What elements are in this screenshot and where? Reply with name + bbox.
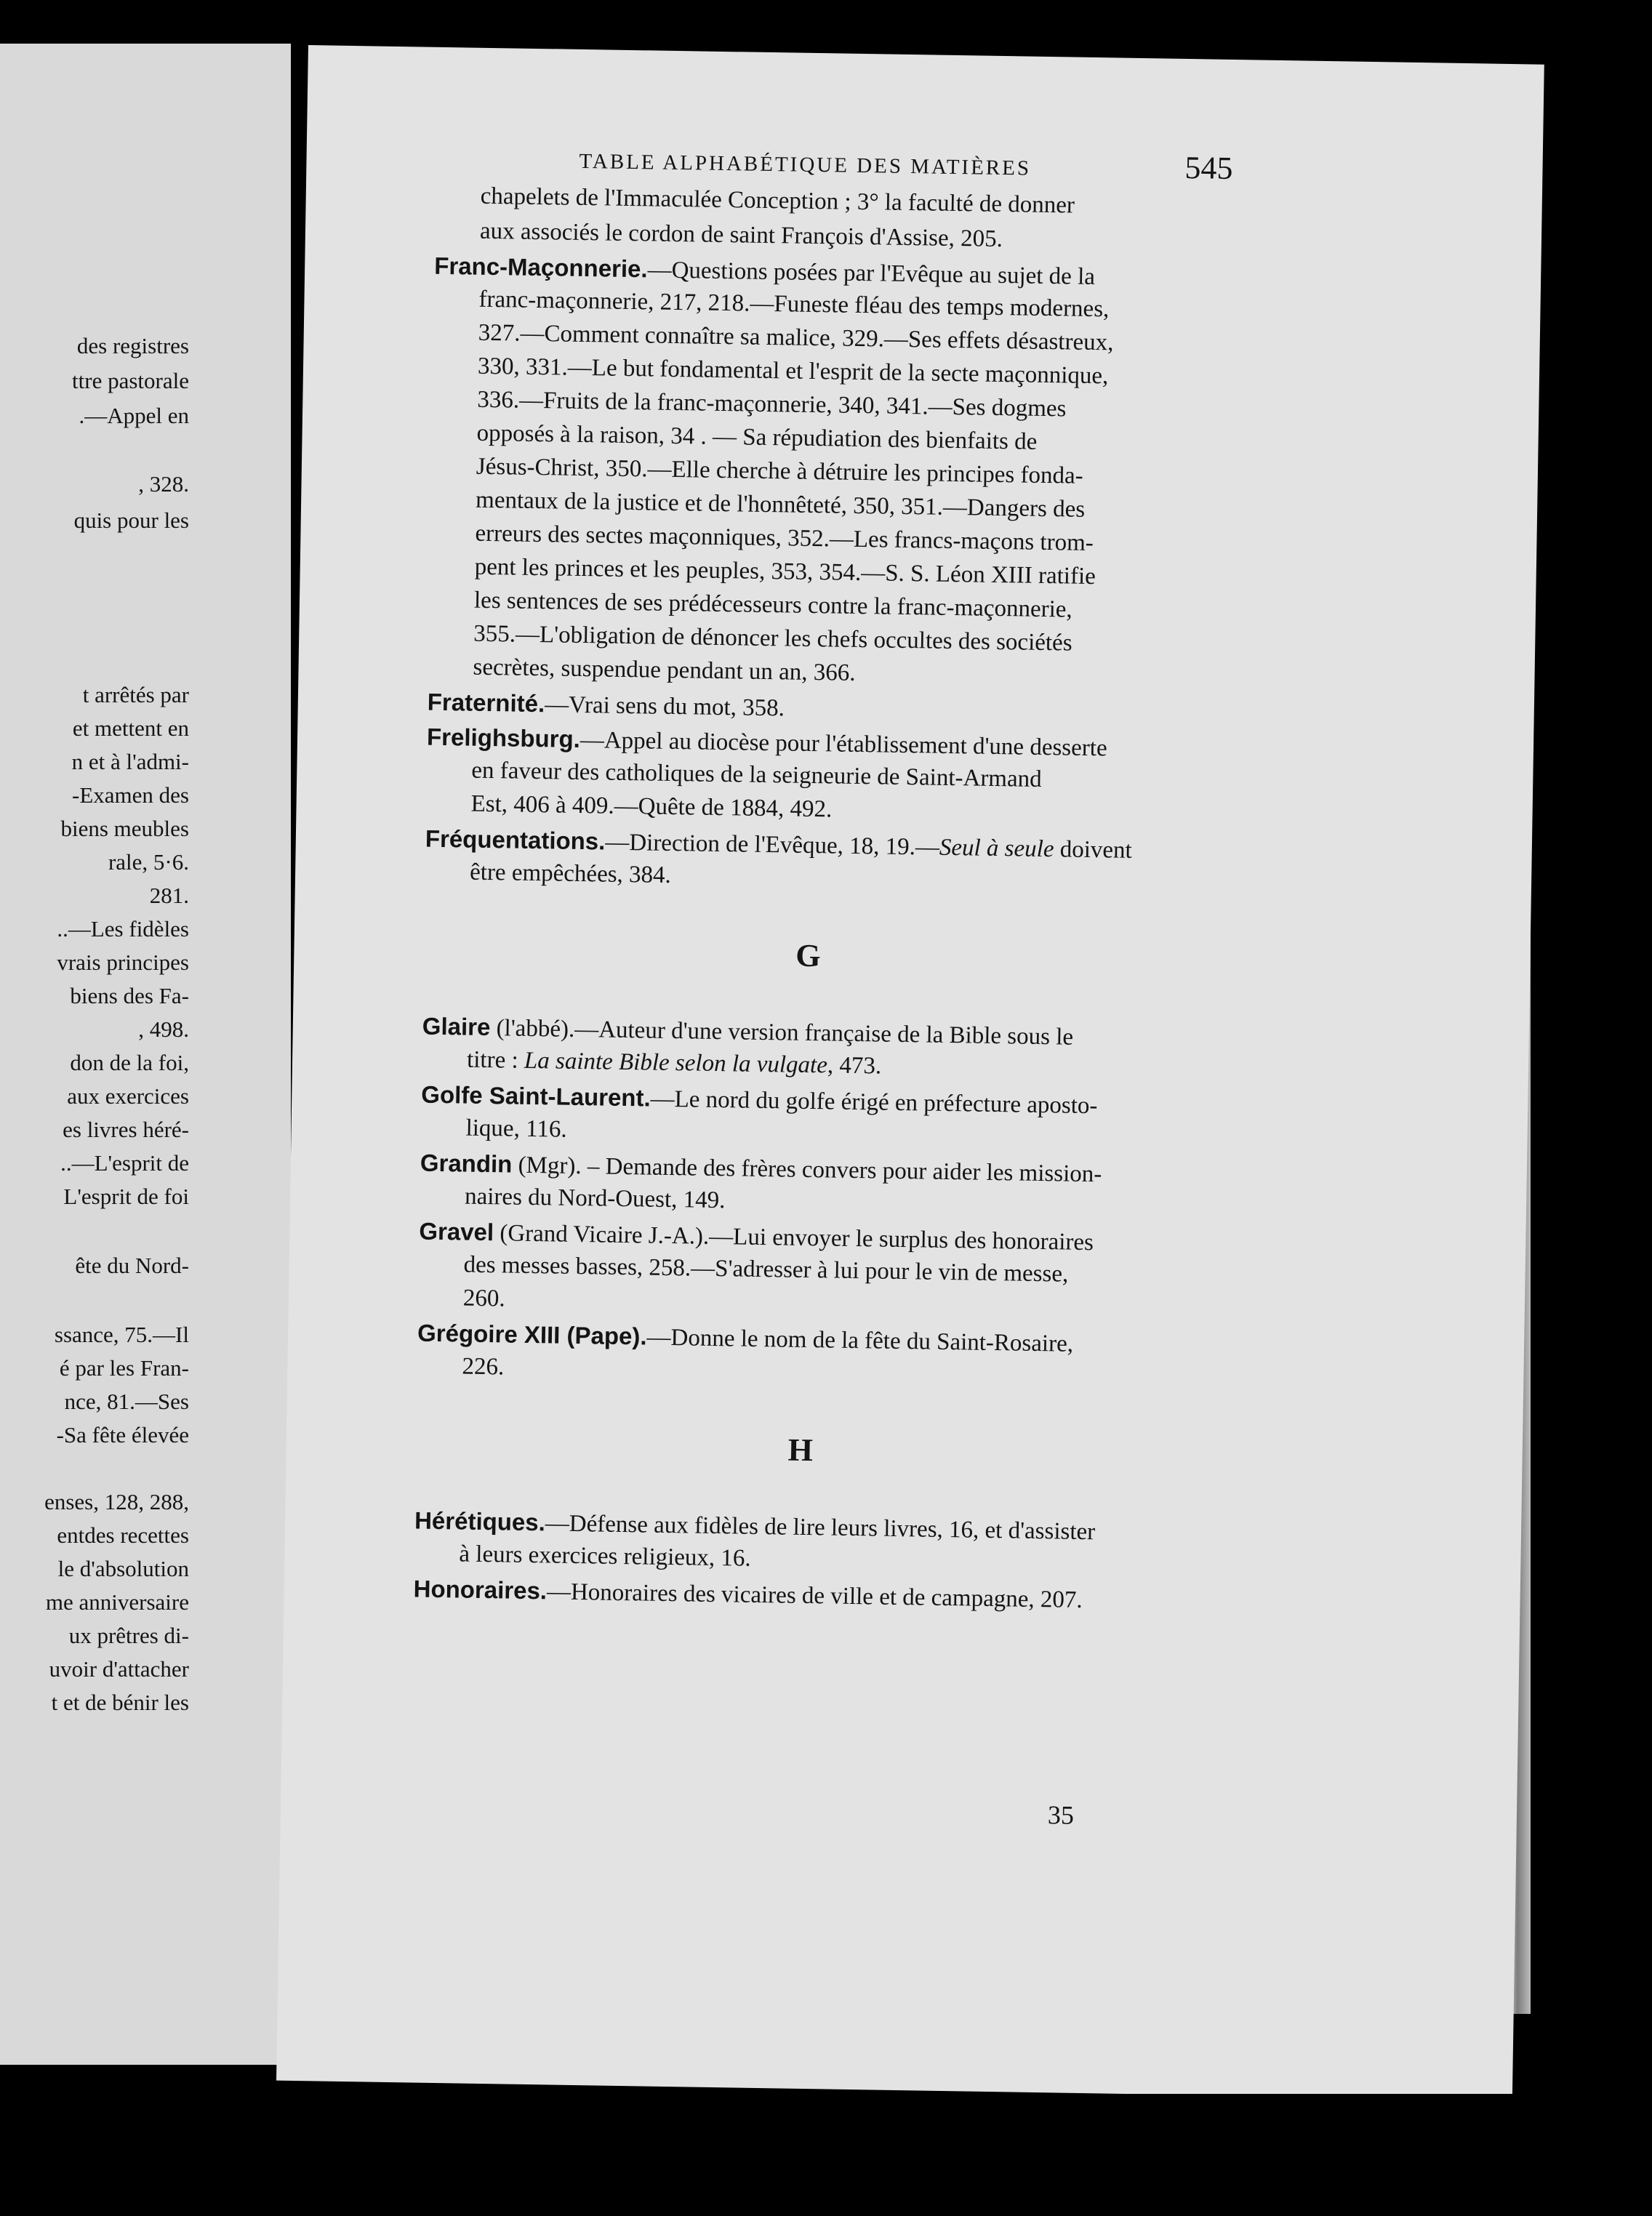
page-number: 545 <box>1184 149 1233 186</box>
left-page-line: le d'absolution <box>57 1556 189 1581</box>
index-entry <box>422 1014 1074 1050</box>
entry-text: —Appel au diocèse pour l'établissement d'une desserte <box>580 726 1107 762</box>
scan-border <box>0 2094 1652 2216</box>
entry-headword: Fréquentations. <box>425 824 606 855</box>
entry-line: erreurs des sectes maçonniques, 352.—Les francs-maçons trom- <box>475 520 1094 557</box>
continuation-line: chapelets de l'Immaculée Conception ; 3° la faculté de donner <box>480 182 1075 219</box>
left-page-line: quis pour les <box>73 507 189 533</box>
left-page-line: n et à l'admi- <box>71 749 189 774</box>
entry-line: lique, 116. <box>465 1115 567 1143</box>
left-page-line: nce, 81.—Ses <box>64 1389 189 1414</box>
entry-headword: Golfe Saint-Laurent. <box>421 1080 651 1112</box>
left-page-line: et mettent en <box>72 715 189 741</box>
left-page-line: , 328. <box>138 471 189 497</box>
entry-line: Est, 406 à 409.—Quête de 1884, 492. <box>470 790 833 823</box>
left-page-line: biens des Fa- <box>70 983 189 1008</box>
left-page-line: 281. <box>149 883 189 908</box>
left-page-line: .—Appel en <box>79 403 189 428</box>
left-page-line: ..—Les fidèles <box>57 916 189 942</box>
index-entry <box>413 1577 1083 1613</box>
entry-text: —Le nord du golfe érigé en préfecture aposto- <box>650 1085 1098 1120</box>
left-page-line: ête du Nord- <box>75 1253 189 1278</box>
entry-text: —Honoraires des vicaires de ville et de campagne, 207. <box>546 1578 1083 1613</box>
entry-text: (Grand Vicaire J.-A.).—Lui envoyer le surplus des honoraires <box>493 1220 1094 1256</box>
entry-line: naires du Nord-Ouest, 149. <box>464 1183 726 1214</box>
left-page-line: ux prêtres di- <box>68 1623 189 1648</box>
entry-line: pent les princes et les peuples, 353, 354.—S. S. Léon XIII ratifie <box>474 553 1096 590</box>
left-page-line: don de la foi, <box>70 1050 189 1075</box>
left-page-line: -Examen des <box>72 782 189 808</box>
left-page-line: , 498. <box>138 1016 189 1042</box>
left-page-line: aux exercices <box>67 1083 189 1109</box>
entry-line: secrètes, suspendue pendant un an, 366. <box>473 654 856 686</box>
left-facing-page <box>0 44 291 2065</box>
entry-line: Jésus-Christ, 350.—Elle cherche à détruire les principes fonda- <box>476 453 1083 489</box>
entry-line: 330, 331.—Le but fondamental et l'esprit de la secte maçonnique, <box>477 353 1109 390</box>
left-page-line: é par les Fran- <box>59 1355 189 1381</box>
left-page-line: me anniversaire <box>45 1589 189 1615</box>
entry-text: —Questions posées par l'Evêque au sujet de la <box>647 257 1096 291</box>
entry-text: titre : <box>466 1046 525 1074</box>
entry-line: être empêchées, 384. <box>469 859 672 888</box>
index-entry <box>420 1151 1102 1187</box>
continuation-line: aux associés le cordon de saint François d'Assise, 205. <box>479 217 1003 253</box>
index-entry <box>425 824 1133 864</box>
entry-text: (l'abbé).—Auteur d'une version française de la Bible sous le <box>490 1015 1074 1051</box>
entry-line: mentaux de la justice et de l'honnêteté, 350, 351.—Dangers des <box>475 486 1086 523</box>
entry-line: à leurs exercices religieux, 16. <box>459 1541 751 1572</box>
index-entry <box>427 725 1107 761</box>
entry-headword: Grégoire XIII (Pape). <box>417 1319 647 1350</box>
left-page-line: vrais principes <box>57 950 189 975</box>
left-page-line: ssance, 75.—Il <box>54 1322 189 1347</box>
entry-text: (Mgr). – Demande des frères convers pour aider les mission- <box>512 1152 1102 1188</box>
entry-headword: Frelighsburg. <box>426 723 581 752</box>
left-page-line: enses, 128, 288, <box>44 1489 189 1514</box>
entry-headword: Honoraires. <box>413 1575 548 1605</box>
index-entry <box>417 1321 1073 1357</box>
index-entry <box>434 254 1095 289</box>
left-page-line: -Sa fête élevée <box>56 1422 189 1448</box>
section-letter-g: G <box>795 937 822 974</box>
index-entry <box>419 1219 1094 1256</box>
entry-headword: Hérétiques. <box>414 1506 546 1536</box>
left-page-line: L'esprit de foi <box>63 1184 189 1209</box>
entry-line: 226. <box>462 1353 505 1381</box>
section-letter-h: H <box>787 1432 814 1469</box>
left-page-line: rale, 5·6. <box>108 849 189 875</box>
entry-line: en faveur des catholiques de la seigneurie de Saint-Armand <box>471 757 1042 792</box>
entry-text: —Défense aux fidèles de lire leurs livres, 16, et d'assister <box>545 1510 1096 1546</box>
entry-headword: Grandin <box>420 1149 513 1178</box>
index-entry <box>428 690 785 721</box>
entry-italic: Seul à seule <box>939 834 1054 863</box>
left-page-line: t arrêtés par <box>82 682 189 707</box>
entry-line: 355.—L'obligation de dénoncer les chefs occultes des sociétés <box>473 620 1072 657</box>
left-page-line: biens meubles <box>60 816 189 841</box>
left-page-line: t et de bénir les <box>51 1690 189 1715</box>
entry-line <box>467 1048 882 1079</box>
entry-line: 336.—Fruits de la franc-maçonnerie, 340, 341.—Ses dogmes <box>477 386 1067 422</box>
left-page-line: ttre pastorale <box>72 368 189 393</box>
left-page-line: des registres <box>76 333 189 358</box>
entry-text: —Direction de l'Evêque, 18, 19.— <box>605 829 940 861</box>
entry-line: opposés à la raison, 34 . — Sa répudiation des bienfaits de <box>476 419 1038 455</box>
index-entry <box>421 1080 1098 1120</box>
entry-italic: La sainte Bible selon la vulgate <box>524 1047 828 1079</box>
entry-line: franc-maçonnerie, 217, 218.—Funeste fléau des temps modernes, <box>478 286 1110 323</box>
entry-headword: Gravel <box>419 1217 494 1246</box>
running-head: TABLE ALPHABÉTIQUE DES MATIÈRES <box>579 149 1032 180</box>
left-page-line: entdes recettes <box>57 1522 189 1548</box>
entry-text: , 473. <box>827 1052 882 1080</box>
entry-line: les sentences de ses prédécesseurs contre la franc-maçonnerie, <box>473 587 1072 623</box>
entry-line: des messes basses, 258.—S'adresser à lui pour le vin de messe, <box>463 1251 1069 1288</box>
entry-text: —Donne le nom de la fête du Saint-Rosaire, <box>646 1324 1074 1357</box>
entry-line: 327.—Comment connaître sa malice, 329.—Ses effets désastreux, <box>478 319 1114 356</box>
index-page <box>276 45 1544 2100</box>
entry-headword: Glaire <box>422 1012 491 1041</box>
signature-mark: 35 <box>1047 1800 1075 1830</box>
entry-headword: Franc-Maçonnerie. <box>433 252 648 283</box>
entry-line: 260. <box>462 1285 505 1312</box>
left-page-line: uvoir d'attacher <box>49 1656 189 1682</box>
left-page-line: es livres héré- <box>63 1117 189 1142</box>
entry-text: doivent <box>1054 836 1133 864</box>
entry-headword: Fraternité. <box>427 688 545 718</box>
index-entry <box>414 1506 1096 1546</box>
left-page-line: ..—L'esprit de <box>60 1150 189 1176</box>
entry-text: —Vrai sens du mot, 358. <box>544 691 785 722</box>
